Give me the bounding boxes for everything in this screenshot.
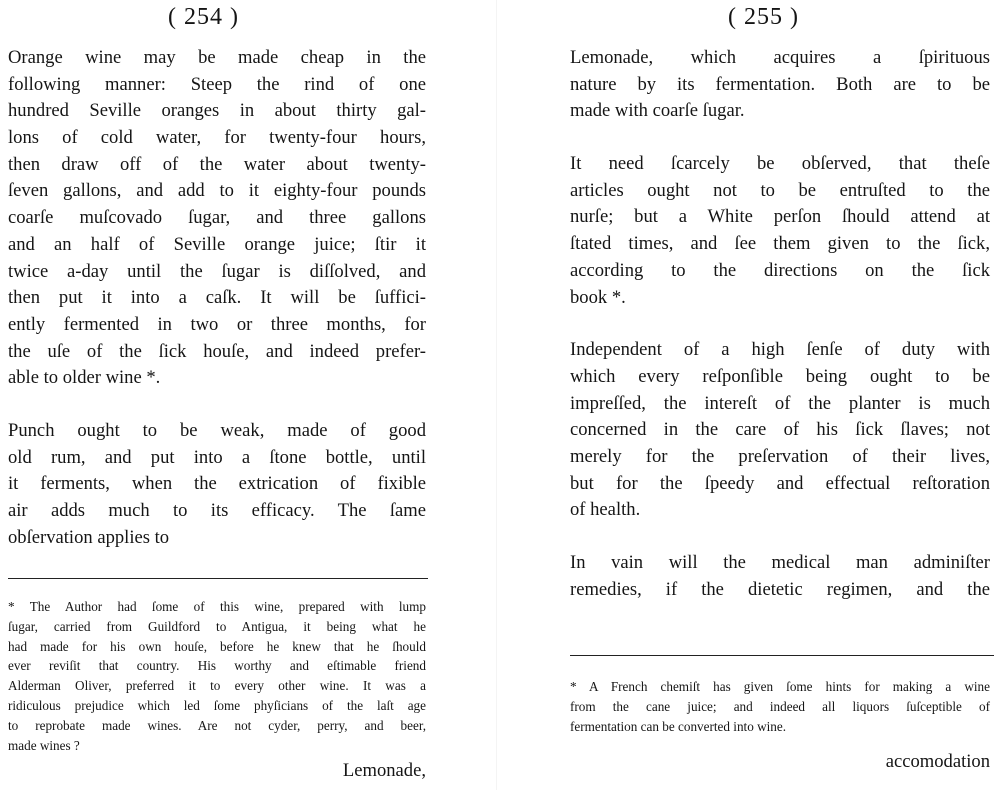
text-line: and an half of Seville orange juice; ſtir it	[8, 233, 426, 255]
right-page	[570, 0, 990, 790]
text-line: concerned in the care of his ſick ſlaves; not	[570, 419, 990, 441]
footnote-line: * The Author had ſome of this wine, prepared with lump	[8, 599, 426, 614]
text-line: of health.	[570, 499, 641, 521]
text-line: Lemonade, which acquires a ſpirituous	[570, 47, 990, 68]
text-line: remedies, if the dietetic regimen, and the	[570, 578, 990, 600]
paragraph-gap	[570, 311, 990, 337]
text-line: ently fermented in two or three months, for	[8, 313, 426, 335]
footnote-line: had made for his own houſe, before he knew that he ſhould	[8, 638, 426, 654]
text-line: lons of cold water, for twenty-four hours,	[8, 127, 426, 149]
footnote-line: Alderman Oliver, preferred it to every other wine. It was a	[8, 678, 426, 694]
text-line: twice a-day until the ſugar is diſſolved, and	[8, 260, 426, 282]
left-page	[8, 0, 426, 790]
text-line: Independent of a high ſenſe of duty with	[570, 339, 990, 361]
text-line: air adds much to its efficacy. The ſame	[8, 500, 426, 521]
main-text	[570, 45, 990, 603]
text-line: according to the directions on the ſick	[570, 259, 990, 281]
footnote-line: fermentation can be converted into wine.	[570, 718, 787, 734]
text-line: which every reſponſible being ought to be	[570, 365, 990, 387]
text-line: following manner: Steep the rind of one	[8, 73, 426, 95]
text-line: Orange wine may be made cheap in the	[8, 47, 426, 68]
footnote-line: * A French chemiſt has given ſome hints for making a wine	[570, 679, 990, 694]
footnote-line: ſugar, carried from Guildford to Antigua, it being what he	[8, 618, 426, 634]
text-line: it ferments, when the extrication of fixible	[8, 473, 426, 495]
footnote-line: from the cane juice; and indeed all liquors ſuſceptible of	[570, 698, 990, 714]
main-text	[8, 45, 426, 551]
text-line: made with coarſe ſugar.	[570, 100, 745, 122]
footnote-line: made wines ?	[8, 737, 80, 753]
text-line: nature by its fermentation. Both are to be	[570, 73, 990, 95]
text-line: coarſe muſcovado ſugar, and three gallons	[8, 207, 426, 229]
footnote-line: ever reviſit that country. His worthy and eſtimable friend	[8, 658, 426, 674]
text-line: It need ſcarcely be obſerved, that theſe	[570, 153, 990, 175]
footnote-line: ridiculous prejudice which led ſome phyſicians of the laſt age	[8, 697, 426, 713]
text-line: impreſſed, the intereſt of the planter is much	[570, 392, 990, 414]
text-line: merely for the preſervation of their lives,	[570, 445, 990, 467]
text-line: the uſe of the ſick houſe, and indeed prefer-	[8, 340, 426, 362]
footnote-rule	[8, 578, 428, 579]
text-line: articles ought not to be entruſted to the	[570, 179, 990, 201]
text-line: In vain will the medical man adminiſter	[570, 552, 990, 573]
footnote-rule	[570, 655, 994, 656]
gutter	[496, 0, 497, 790]
text-line: then put it into a caſk. It will be ſuffici-	[8, 287, 426, 309]
footnote	[570, 677, 990, 736]
text-line: ſeven gallons, and add to it eighty-four pounds	[8, 180, 426, 202]
footnote-line: to reprobate made wines. Are not cyder, perry, and beer,	[8, 717, 426, 733]
text-line: ſtated times, and ſee them given to the ſick,	[570, 233, 990, 255]
text-line: then draw off of the water about twenty-	[8, 153, 426, 175]
catchword: Lemonade,	[342, 760, 426, 781]
text-line: hundred Seville oranges in about thirty gal-	[8, 100, 426, 122]
paragraph-gap	[8, 392, 426, 418]
text-line: obſervation applies to	[8, 526, 170, 548]
footnote	[8, 597, 426, 755]
text-line: nurſe; but a White perſon ſhould attend at	[570, 206, 990, 228]
page-number: ( 255 )	[728, 4, 799, 30]
text-line: but for the ſpeedy and effectual reſtoration	[570, 472, 990, 494]
text-line: able to older wine *.	[8, 367, 161, 389]
paragraph-gap	[570, 125, 990, 151]
text-line: Punch ought to be weak, made of good	[8, 419, 426, 441]
paragraph-gap	[570, 524, 990, 550]
catchword: accomodation	[885, 751, 990, 772]
text-line: old rum, and put into a ſtone bottle, until	[8, 446, 426, 468]
text-line: book *.	[570, 286, 626, 308]
page-number: ( 254 )	[168, 4, 239, 30]
